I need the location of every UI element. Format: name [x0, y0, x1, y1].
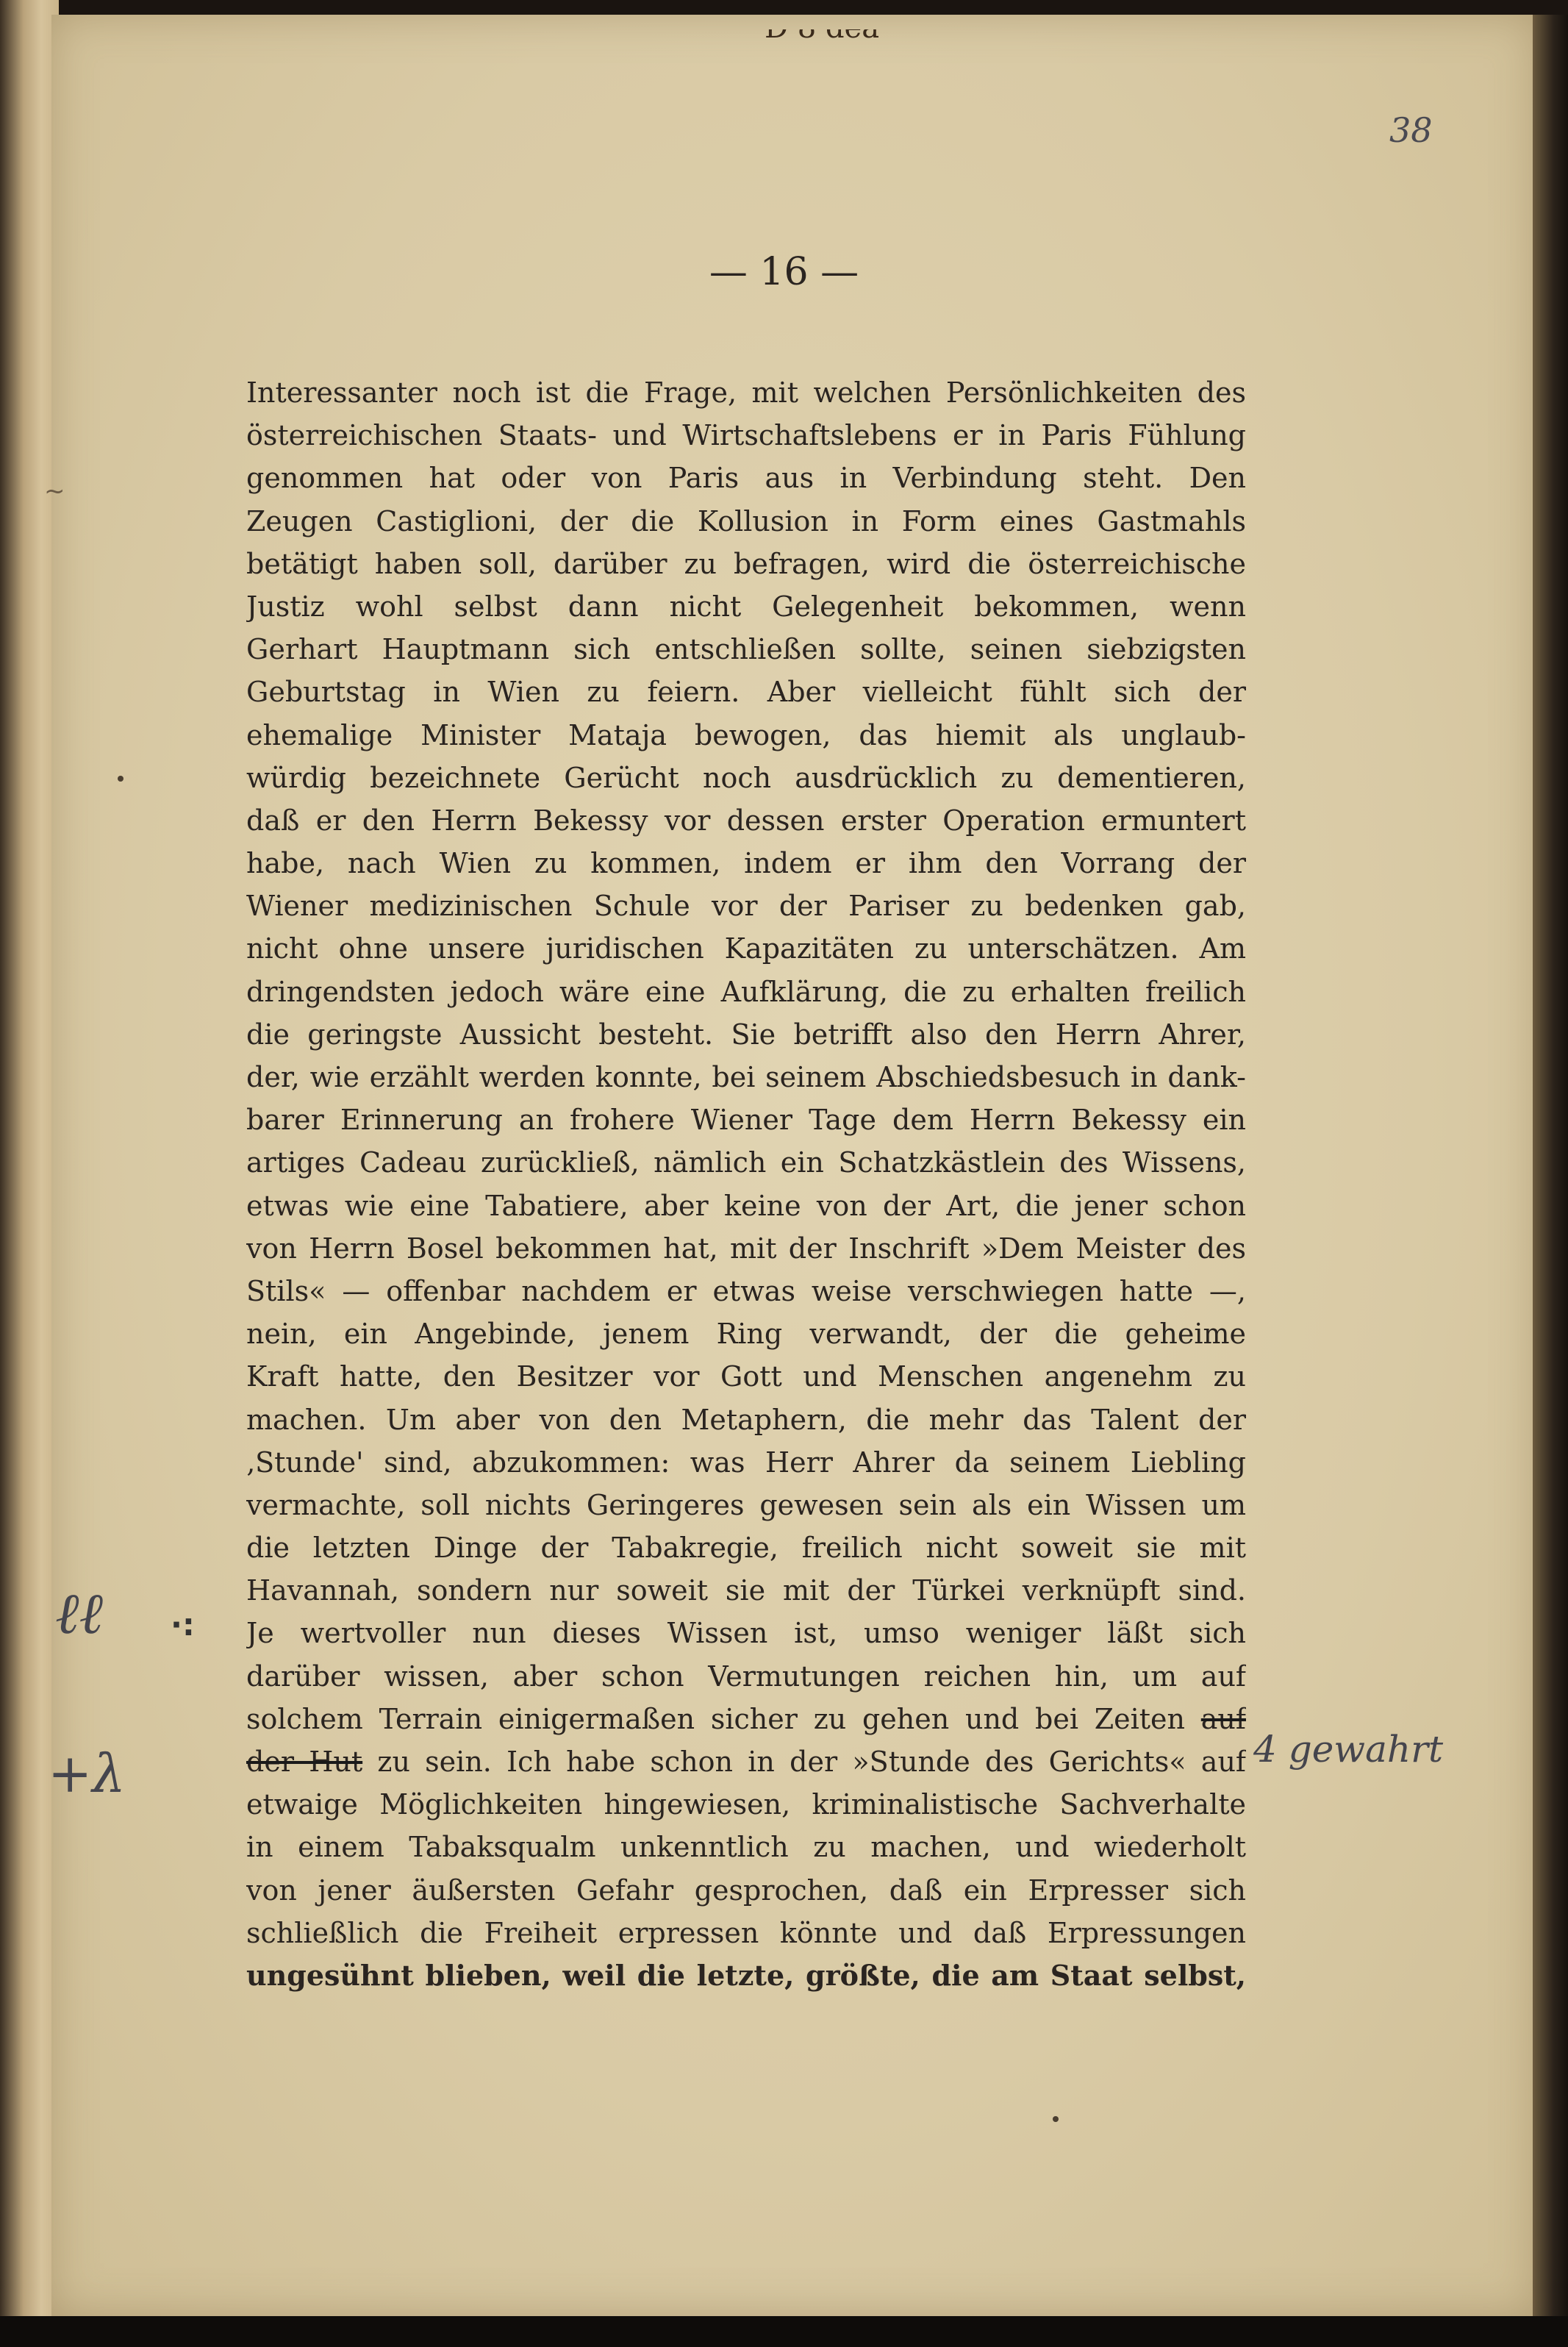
margin-annotation-dot: ·: — [171, 1607, 195, 1643]
margin-annotation-right: 4 gewahrt — [1253, 1728, 1444, 1771]
text-line: Gerhart Hauptmann sich entschließen sollte, seinen siebzigsten — [246, 633, 1246, 666]
margin-tick-mark: ~ — [44, 476, 65, 506]
page-header: — 16 — — [709, 250, 859, 294]
text-line: etwaige Möglichkeiten hingewiesen, kriminalistische Sachverhalte — [246, 1788, 1246, 1821]
text-line-with-strike — [246, 1740, 1246, 1783]
text-line: die letzten Dinge der Tabakregie, freilich nicht soweit sie mit — [246, 1532, 1246, 1565]
text-line: würdig bezeichnete Gerücht noch ausdrücklich zu dementieren, — [246, 761, 1246, 794]
text-line: nein, ein Angebinde, jenem Ring verwandt, der die geheime — [246, 1318, 1246, 1351]
text-line: die geringste Aussicht besteht. Sie betrifft also den Herrn Ahrer, — [246, 1018, 1246, 1051]
text-segment: solchem Terrain einigermaßen sicher zu gehen und bei Zeiten — [246, 1702, 1186, 1735]
text-line: etwas wie eine Tabatiere, aber keine von der Art, die jener schon — [246, 1189, 1246, 1222]
text-line: Justiz wohl selbst dann nicht Gelegenheit bekommen, wenn — [246, 590, 1246, 623]
text-line: Havannah, sondern nur soweit sie mit der Türkei verknüpft sind. — [246, 1574, 1246, 1607]
text-line: Kraft hatte, den Besitzer vor Gott und Menschen angenehm zu — [246, 1360, 1246, 1393]
text-line: von Herrn Bosel bekommen hat, mit der Inschrift »Dem Meister des — [246, 1232, 1246, 1265]
text-line: österreichischen Staats- und Wirtschaftslebens er in Paris Fühlung — [246, 419, 1246, 452]
text-segment: zu sein. Ich habe schon in der »Stunde des Gerichts« auf — [377, 1746, 1246, 1778]
text-line: Je wertvoller nun dieses Wissen ist, umso weniger läßt sich — [246, 1617, 1246, 1650]
text-line: schließlich die Freiheit erpressen könnte und daß Erpressungen — [246, 1916, 1246, 1949]
text-line-with-strike — [246, 1698, 1246, 1740]
binding-edge — [0, 0, 59, 2347]
scan-bottom-border — [0, 2316, 1568, 2347]
text-line: von jener äußersten Gefahr gesprochen, daß ein Erpresser sich — [246, 1873, 1246, 1907]
text-line: Interessanter noch ist die Frage, mit welchen Persönlichkeiten des — [246, 376, 1246, 409]
paper-speck — [118, 776, 123, 782]
text-line: der, wie erzählt werden konnte, bei seinem Abschiedsbesuch in dank- — [246, 1061, 1246, 1093]
text-line: Wiener medizinischen Schule vor der Pariser zu bedenken gab, — [246, 890, 1246, 923]
text-line-bold: ungesühnt blieben, weil die letzte, größte, die am Staat selbst, — [246, 1958, 1246, 1992]
text-line: in einem Tabaksqualm unkenntlich zu machen, und wiederholt — [246, 1831, 1246, 1864]
text-line: betätigt haben soll, darüber zu befragen, wird die österreichische — [246, 547, 1246, 580]
margin-annotation-left-upper: ℓℓ — [55, 1581, 103, 1647]
handwritten-page-number: 38 — [1389, 110, 1433, 150]
text-line: nicht ohne unsere juridischen Kapazitäten zu unterschätzen. Am — [246, 932, 1246, 965]
text-line: darüber wissen, aber schon Vermutungen reichen hin, um auf — [246, 1660, 1246, 1693]
struck-word: auf — [1200, 1702, 1246, 1735]
text-line: machen. Um aber von den Metaphern, die mehr das Talent der — [246, 1403, 1246, 1436]
text-line: daß er den Herrn Bekessy vor dessen erster Operation ermuntert — [246, 804, 1246, 837]
text-line: barer Erinnerung an frohere Wiener Tage dem Herrn Bekessy ein — [246, 1104, 1246, 1137]
page-edge-shadow — [1533, 15, 1568, 2347]
text-line: Geburtstag in Wien zu feiern. Aber vielleicht fühlt sich der — [246, 676, 1246, 709]
text-line: Stils« — offenbar nachdem er etwas weise verschwiegen hatte —, — [246, 1274, 1246, 1307]
text-line: ‚Stunde' sind, abzukommen: was Herr Ahrer da seinem Liebling — [246, 1446, 1246, 1479]
paper-speck — [1053, 2116, 1059, 2122]
text-line: habe, nach Wien zu kommen, indem er ihm den Vorrang der — [246, 847, 1246, 880]
text-line: Zeugen Castiglioni, der die Kollusion in Form eines Gastmahls — [246, 504, 1246, 537]
text-line: artiges Cadeau zurückließ, nämlich ein Schatzkästlein des Wissens, — [246, 1146, 1246, 1179]
text-line: ehemalige Minister Mataja bewogen, das hiemit als unglaub- — [246, 718, 1246, 751]
body-text — [246, 371, 1246, 1997]
text-line: dringendsten jedoch wäre eine Aufklärung, die zu erhalten freilich — [246, 975, 1246, 1008]
struck-word: der Hut — [246, 1746, 363, 1778]
margin-annotation-left-lower: +λ — [48, 1743, 126, 1804]
text-line: vermachte, soll nichts Geringeres gewesen sein als ein Wissen um — [246, 1488, 1246, 1521]
text-line: genommen hat oder von Paris aus in Verbindung steht. Den — [246, 462, 1246, 495]
